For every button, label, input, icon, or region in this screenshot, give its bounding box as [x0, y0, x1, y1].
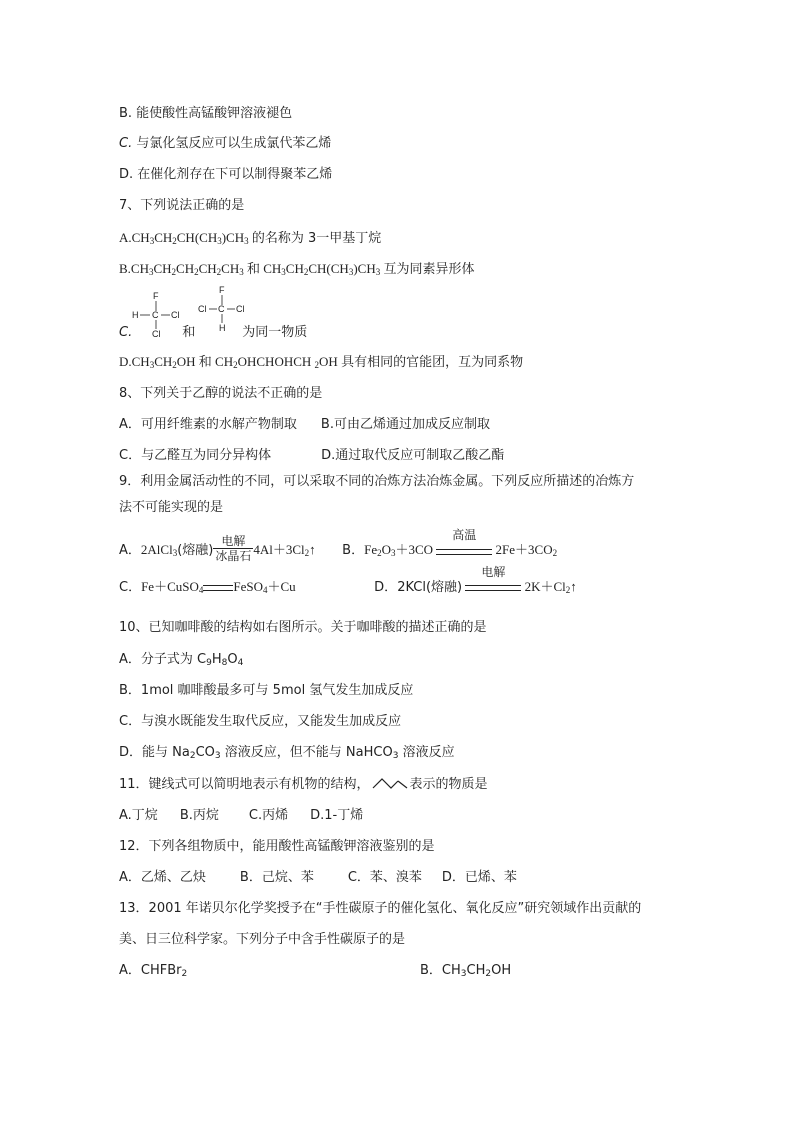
- option-12d: D．已烯、苯: [441, 870, 517, 885]
- question-12-stem: 12．下列各组物质中，能用酸性高锰酸钾溶液鉴别的是: [119, 839, 435, 854]
- option-10a: A．分子式为 $C_9H_8O_4$: [119, 652, 244, 668]
- reaction-c: C．Fe＋CuSO$_4$ FeSO$_4$＋Cu: [119, 579, 296, 595]
- question-12-options: [119, 869, 517, 887]
- reaction-d: D．2KCl(熔融) 电解 $2K+Cl_2↑$: [374, 565, 577, 595]
- atom-label: F: [219, 285, 225, 295]
- skeletal-formula-image: [372, 776, 408, 790]
- option-13b: B．$CH_3CH_2OH$: [420, 963, 512, 979]
- atom-label: Cl: [236, 304, 245, 314]
- option-11c: C.丙烯: [248, 808, 289, 823]
- option-7d: $D.CH_3CH_2OH$ 和 $CH_2OHCHOHCH$ $_2$OH 具有相同的官能团，互为同系物: [119, 354, 524, 370]
- question-7-stem: 7、下列说法正确的是: [119, 198, 245, 213]
- option-7c: C. 和 为同一物质: [119, 325, 308, 340]
- question-13-stem-line1: 13．2001 年诺贝尔化学奖授予在“手性碳原子的催化氢化、氧化反应”研究领域作出贡献的: [119, 901, 642, 916]
- option-8c: C．与乙醛互为同分异构体: [119, 448, 272, 463]
- atom-label: Cl: [171, 310, 180, 320]
- option-7b: $B.CH_3CH_2CH_2CH_2CH_3$ 和 $CH_3CH_2CH(CH_3)CH_3$ 互为同素异形体: [119, 261, 475, 277]
- option-6c: [119, 135, 331, 153]
- option-12c: C．苯、溴苯: [347, 870, 422, 885]
- atom-label: H: [132, 310, 139, 320]
- option-7a: $A.CH_3CH_2CH(CH_3)CH_3$ 的名称为 3一甲基丁烷: [119, 230, 382, 246]
- atom-label: Cl: [152, 329, 161, 339]
- option-8a: A．可用纤维素的水解产物制取: [119, 417, 297, 432]
- option-letter: C.: [119, 136, 133, 151]
- question-11-stem: 11．键线式可以简明地表示有机物的结构， 表示的物质是: [119, 777, 488, 792]
- question-8-options-row1: [119, 416, 490, 434]
- option-11a: A.丁烷: [119, 808, 158, 823]
- option-6b: B. 能使酸性高锰酸钾溶液褪色: [119, 106, 293, 121]
- question-9-options-row1: [119, 528, 558, 566]
- reaction-condition: 电解: [465, 578, 521, 596]
- option-11b: B.丙烷: [179, 808, 219, 823]
- option-11d: D.1-丁烯: [310, 808, 364, 823]
- atom-label: F: [153, 291, 159, 301]
- question-8-stem: 8、下列关于乙醇的说法不正确的是: [119, 386, 323, 401]
- atom-label: C: [218, 304, 225, 314]
- option-6d: D. 在催化剂存在下可以制得聚苯乙烯: [119, 167, 333, 182]
- option-text: 与氯化氢反应可以生成氯代苯乙烯: [132, 136, 332, 151]
- option-10d: D．能与 $Na_2CO_3$ 溶液反应，但不能与 NaHCO$_3$ 溶液反应: [119, 745, 455, 761]
- question-9-stem-line2: 法不可能实现的是: [119, 500, 224, 515]
- option-10c: C．与溴水既能发生取代反应，又能发生加成反应: [119, 714, 402, 729]
- reaction-b: B．$Fe_2O_3+3CO$ 高温 $2Fe+3CO_2$: [342, 528, 558, 559]
- question-10-stem: 10、已知咖啡酸的结构如右图所示。关于咖啡酸的描述正确的是: [119, 620, 487, 635]
- question-9-options-row2: [119, 565, 577, 597]
- option-12a: A．乙烯、乙炔: [119, 870, 206, 885]
- option-13a: A．CHFBr$_2$: [119, 963, 188, 979]
- question-11-options: [119, 807, 363, 825]
- atom-label: H: [219, 323, 226, 333]
- reaction-condition: 高温: [436, 541, 492, 559]
- reaction-condition: $\frac{\text{电解}}{\text{冰晶石}}$: [215, 534, 252, 563]
- reaction-a: A．2AlCl$_3$(熔融) $\frac{\text{电解}}{\text{冰晶石}}$ $4Al+3Cl_2↑$: [119, 534, 316, 563]
- atom-label: Cl: [198, 304, 207, 314]
- option-12b: B．己烷、苯: [239, 870, 314, 885]
- atom-label: C: [152, 310, 159, 320]
- question-9-stem-line1: 9．利用金属活动性的不同，可以采取不同的冶炼方法冶炼金属。下列反应所描述的冶炼方: [119, 474, 635, 489]
- option-10b: B．1mol 咖啡酸最多可与 5mol 氢气发生加成反应: [119, 683, 414, 698]
- option-8d: D.通过取代反应可制取乙酸乙酯: [321, 448, 505, 463]
- option-8b: B.可由乙烯通过加成反应制取: [320, 417, 490, 432]
- question-13-stem-line2: 美、日三位科学家。下列分子中含手性碳原子的是: [119, 932, 406, 947]
- question-8-options-row2: [119, 447, 504, 465]
